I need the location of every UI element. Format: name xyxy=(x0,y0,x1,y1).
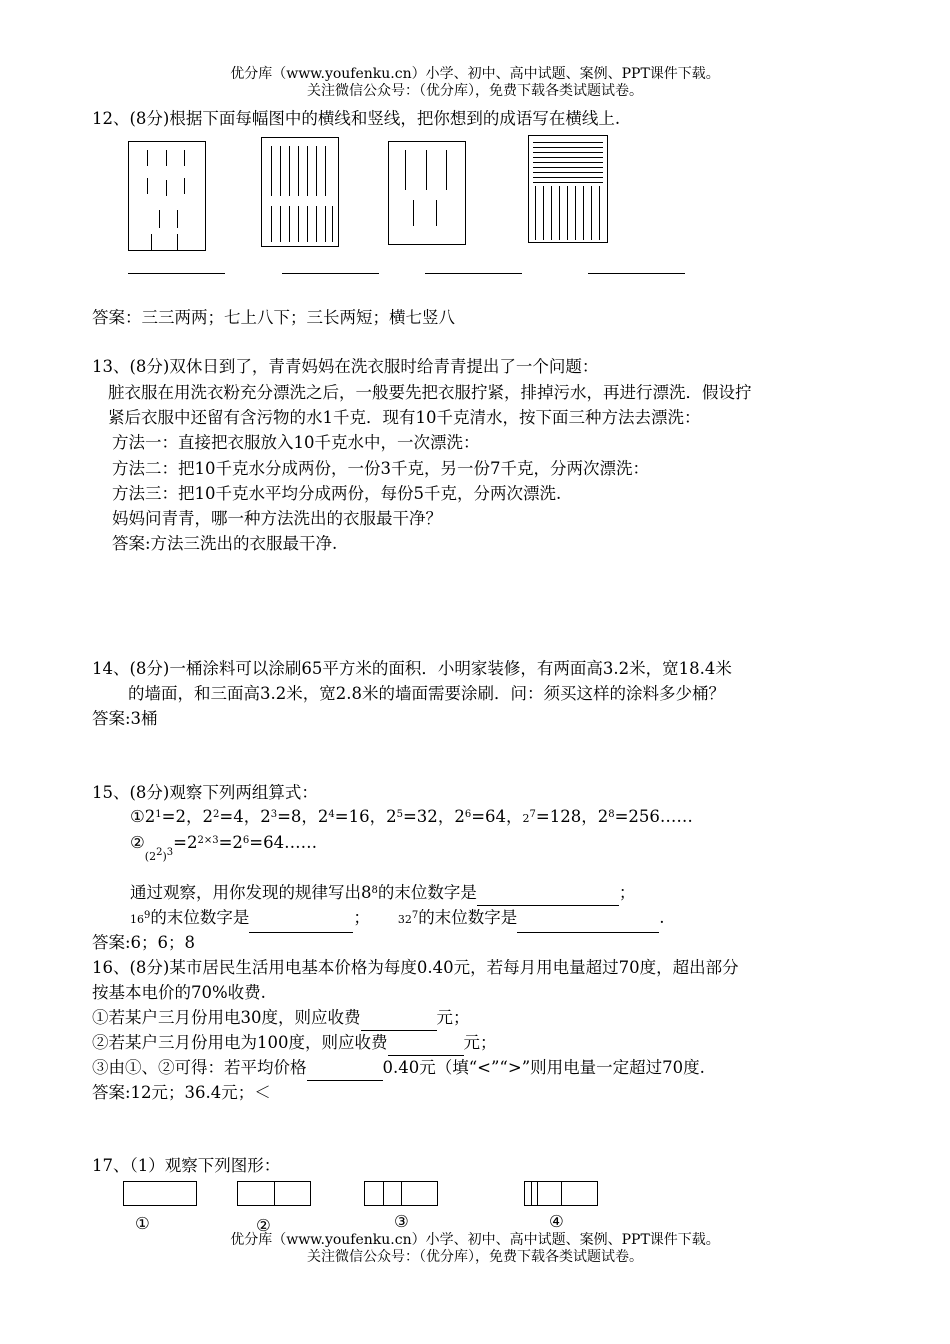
q12-answer-blank-3[interactable] xyxy=(425,273,522,274)
q15-blank-2[interactable] xyxy=(249,912,353,933)
q15-power-item: ，$2^2=4$ xyxy=(186,807,244,826)
q13-method-2: 方法二：把10千克水分成两份，一份3千克，另一份7千克，分两次漂洗： xyxy=(112,459,649,478)
q16-answer: 答案:12元；36.4元；＜ xyxy=(92,1083,271,1102)
q15-question: 15、(8分)观察下列两组算式： xyxy=(92,783,318,802)
header-line-2: 关注微信公众号：（优分库），免费下载各类试题试卷。 xyxy=(307,83,643,99)
q16-item-3: ③由①、②可得：若平均价格 0.40元（填“<”“>”则用电量一定超过70度. xyxy=(92,1055,705,1081)
q15-answer: 答案:6；6；8 xyxy=(92,933,196,952)
q15-power-item: ，$2^6=64$ xyxy=(437,807,507,826)
q15-blank-1[interactable] xyxy=(477,885,619,906)
q17-label-1: ① xyxy=(135,1214,150,1233)
q16-item-2: ②若某户三月份用电为100度，则应收费 元； xyxy=(92,1030,497,1056)
q15-row-2-base: (22)3 xyxy=(144,847,174,863)
q15-blank-3[interactable] xyxy=(517,912,659,933)
q13-body-2: 紧后衣服中还留有含污物的水1千克．现有10千克清水，按下面三种方法去漂洗： xyxy=(108,408,701,427)
q15-power-item: $2^1=2$ xyxy=(144,807,186,826)
header-line-1: 优分库（www.youfenku.cn）小学、初中、高中试题、案例、PPT课件下载。 xyxy=(230,66,720,82)
q12-figure-1 xyxy=(128,141,206,251)
q13-method-1: 方法一：直接把衣服放入10千克水中，一次漂洗： xyxy=(112,433,480,452)
q17-label-4: ④ xyxy=(549,1212,564,1231)
q15-row-1-mark: ① xyxy=(130,807,145,826)
q17-figure-1 xyxy=(123,1181,197,1206)
q16-blank-2[interactable] xyxy=(388,1035,464,1056)
footer-line-1: 优分库（www.youfenku.cn）小学、初中、高中试题、案例、PPT课件下载。 xyxy=(230,1232,720,1248)
q15-fill-2: $16^9$的末位数字是 ； $32^7$的末位数字是 . xyxy=(130,905,665,933)
q15-power-item: ，$2^8=256\dots\dots$ xyxy=(581,807,693,826)
q12-answer-blank-1[interactable] xyxy=(128,273,225,274)
q15-power-item: ，$2^4=16$ xyxy=(301,807,370,826)
q12-answer-blank-4[interactable] xyxy=(588,273,685,274)
q17-figure-4 xyxy=(524,1181,598,1206)
q16-blank-3[interactable] xyxy=(307,1060,383,1081)
q13-answer: 答案:方法三洗出的衣服最干净. xyxy=(112,534,338,553)
q12-figure-2 xyxy=(261,137,339,247)
q12-figure-3 xyxy=(388,141,466,245)
q16-line-1: 16、(8分)某市居民生活用电基本价格为每度0.40元，若每月用电量超过70度，超出部分 xyxy=(92,958,739,977)
q12-question: 12、(8分)根据下面每幅图中的横线和竖线，把你想到的成语写在横线上. xyxy=(92,109,621,128)
q13-ask: 妈妈问青青，哪一种方法洗出的衣服最干净？ xyxy=(112,509,442,528)
q13-question: 13、(8分)双休日到了，青青妈妈在洗衣服时给青青提出了一个问题： xyxy=(92,357,599,376)
q14-line-2: 的墙面，和三面高3.2米，宽2.8米的墙面需要涂刷．问：须买这样的涂料多少桶？ xyxy=(128,684,725,703)
q17-figure-3 xyxy=(364,1181,438,1206)
q14-answer: 答案:3桶 xyxy=(92,709,158,728)
q16-blank-1[interactable] xyxy=(361,1010,437,1031)
q17-label-2: ② xyxy=(256,1216,271,1235)
q15-row-1-powers xyxy=(145,807,693,826)
q14-line-1: 14、(8分)一桶涂料可以涂刷65平方米的面积．小明家装修，有两面高3.2米，宽18.4米 xyxy=(92,659,732,678)
q15-fill-1: 通过观察，用你发现的规律写出$8^8$的末位数字是 ； xyxy=(130,880,635,906)
q15-row-1 xyxy=(130,804,693,832)
q13-body-1: 脏衣服在用洗衣粉充分漂洗之后，一般要先把衣服拧紧，排掉污水，再进行漂洗．假设拧 xyxy=(108,383,752,402)
q15-row-2-mark: ② xyxy=(130,833,145,852)
footer-line-2: 关注微信公众号：（优分库），免费下载各类试题试卷。 xyxy=(307,1249,643,1265)
q12-answer-blank-2[interactable] xyxy=(282,273,379,274)
q15-power-item: ，$2^5=32$ xyxy=(369,807,438,826)
q17-figure-2 xyxy=(237,1181,311,1206)
q17-question: 17、（1）观察下列图形： xyxy=(92,1156,281,1175)
q15-row-2: $②_{(2^2)^3}=2^{2\times 3}=2^6=64\dots\dots$ xyxy=(130,833,318,863)
q16-line-2: 按基本电价的70%收费. xyxy=(92,983,266,1002)
q15-power-item: ，$2^7=128$ xyxy=(506,807,582,826)
q12-answer: 答案：三三两两；七上八下；三长两短；横七竖八 xyxy=(92,308,455,327)
q13-method-3: 方法三：把10千克水平均分成两份，每份5千克，分两次漂洗. xyxy=(112,484,562,503)
q12-figure-4 xyxy=(528,135,608,243)
q17-label-3: ③ xyxy=(394,1212,409,1231)
q15-power-item: ，$2^3=8$ xyxy=(243,807,302,826)
q16-item-1: ①若某户三月份用电30度，则应收费 元； xyxy=(92,1005,470,1031)
